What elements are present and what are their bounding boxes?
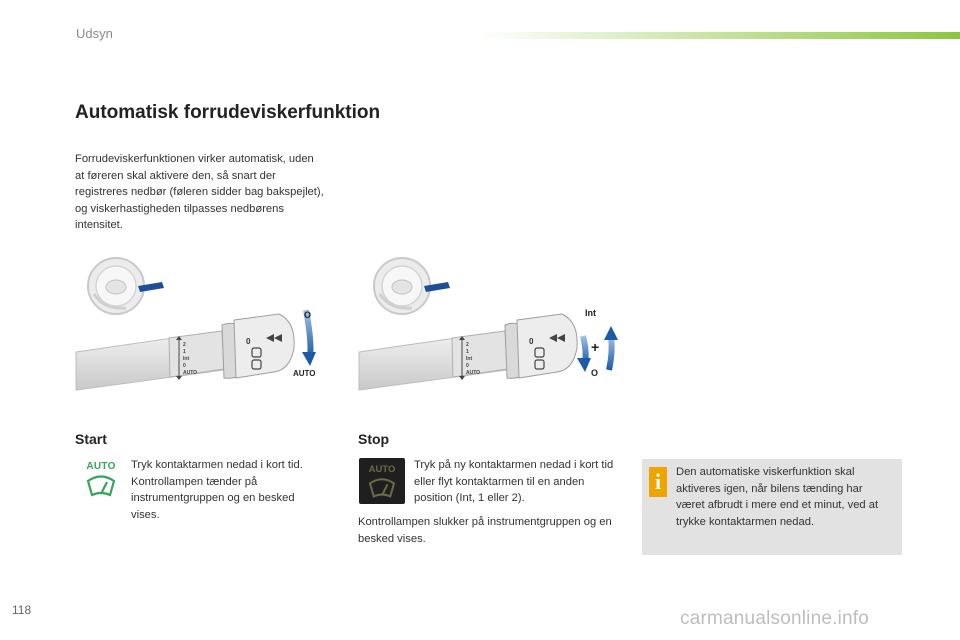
label-pos-auto: AUTO — [466, 370, 481, 376]
label-pos-0: 0 — [466, 363, 469, 369]
auto-indicator-label: AUTO — [86, 461, 116, 472]
start-figure — [74, 252, 330, 394]
header-accent-bar — [480, 32, 960, 39]
info-box — [642, 459, 902, 555]
label-head-0: 0 — [529, 337, 534, 346]
page-number: 118 — [12, 603, 32, 617]
label-pos-2: 2 — [183, 342, 186, 348]
windscreen-wiper-icon — [367, 476, 397, 500]
auto-indicator-on — [82, 461, 120, 505]
stop-text: Tryk på ny kontaktarmen nedad i kort tid eller flyt kontaktarmen til en anden position (Int, 1 eller 2). — [414, 459, 614, 504]
section-label: Udsyn — [76, 26, 113, 41]
label-o-top: O — [304, 310, 312, 320]
stop-figure — [357, 252, 621, 394]
auto-indicator-off-label: AUTO — [368, 464, 396, 475]
label-pos-0: 0 — [183, 363, 186, 369]
stop-text-secondary: Kontrollampen slukker på instrumentgruppen og en besked vises. — [358, 516, 612, 545]
info-icon: i — [649, 467, 667, 497]
auto-indicator-off — [359, 458, 405, 504]
start-text: Tryk kontaktarmen nedad i kort tid. Kontrollampen tænder på instrumentgruppen og en besked vises. — [131, 459, 303, 521]
watermark: carmanualsonline.info — [680, 608, 870, 629]
label-pos-int: Int — [466, 356, 473, 362]
label-int: Int — [585, 308, 596, 318]
label-pos-auto: AUTO — [183, 370, 198, 376]
label-pos-2: 2 — [466, 342, 469, 348]
wiper-stalk-icon — [357, 252, 621, 394]
label-head-0: 0 — [246, 337, 251, 346]
info-text: Den automatiske viskerfunktion skal aktiveres igen, når bilens tænding har været afbrudt i mere end et minut, ved at trykke kontaktarmen nedad. — [676, 466, 879, 528]
label-pos-1: 1 — [183, 349, 186, 355]
label-plus: + — [591, 339, 600, 355]
label-auto: AUTO — [293, 369, 316, 378]
intro-paragraph: Forrudeviskerfunktionen virker automatisk, uden at føreren skal aktivere den, så snart der registreres nedbør (føleren sidder bag bakspejlet), og viskerhastigheden tilpasses nedbørens intensitet. — [75, 153, 324, 231]
stop-heading: Stop — [358, 431, 390, 447]
page-title: Automatisk forrudeviskerfunktion — [75, 102, 381, 123]
wiper-stalk-icon — [74, 252, 330, 394]
windscreen-wiper-icon — [86, 473, 116, 499]
label-pos-1: 1 — [466, 349, 469, 355]
label-pos-int: Int — [183, 356, 190, 362]
label-o-bottom: O — [591, 368, 599, 378]
start-heading: Start — [75, 431, 107, 447]
